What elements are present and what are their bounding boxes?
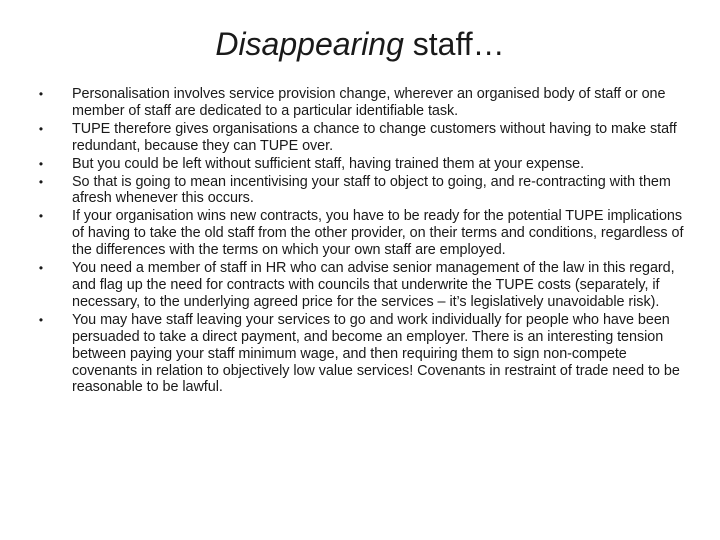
bullet-text: Personalisation involves service provision change, wherever an organised body of staff or one member of staff are dedicated to a particular identifiable task. xyxy=(72,86,666,119)
bullet-dot-icon: • xyxy=(38,121,44,136)
bullet-item xyxy=(36,121,684,155)
bullet-dot-icon: • xyxy=(38,174,44,189)
bullet-item xyxy=(36,260,684,311)
slide-title-rest: staff… xyxy=(403,26,505,62)
bullet-text: If your organisation wins new contracts, you have to be ready for the potential TUPE implications of having to take the old staff from the other provider, on their terms and conditions, regardless of the differences with the terms on which your own staff are employed. xyxy=(72,208,684,259)
bullet-text: You may have staff leaving your services to go and work individually for people who have been persuaded to take a direct payment, and become an employer. There is an interesting tension between paying your staff minimum wage, and then requiring them to sign non-compete covenants in relation to objectively low value services! Covenants in restraint of trade need to be reasonable to be lawful. xyxy=(72,311,680,396)
bullet-text: TUPE therefore gives organisations a chance to change customers without having to make staff redundant, because they can TUPE over. xyxy=(72,120,677,154)
bullet-dot-icon: • xyxy=(38,209,44,224)
bullet-item xyxy=(36,174,684,208)
bullet-text: So that is going to mean incentivising your staff to object to going, and re-contracting with them afresh whenever this occurs. xyxy=(72,173,671,207)
bullet-item xyxy=(36,208,684,259)
slide-title xyxy=(0,22,720,66)
bullet-item xyxy=(36,312,684,397)
bullet-item xyxy=(36,156,684,173)
bullet-dot-icon: • xyxy=(38,312,44,327)
bullet-text: But you could be left without sufficient staff, having trained them at your expense. xyxy=(72,155,585,172)
bullet-dot-icon: • xyxy=(38,156,44,171)
bullet-list xyxy=(36,86,684,397)
bullet-item xyxy=(36,86,684,120)
slide-title-emphasis: Disappearing xyxy=(215,26,404,62)
bullet-dot-icon: • xyxy=(38,261,44,276)
bullet-dot-icon: • xyxy=(38,87,44,101)
bullet-text: You need a member of staff in HR who can advise senior management of the law in this regard, and flag up the need for contracts with councils that underwrite the TUPE costs (separately, if necessary, to the underlying agreed price for the services – it’s legislatively unavoidable risk). xyxy=(72,260,675,310)
